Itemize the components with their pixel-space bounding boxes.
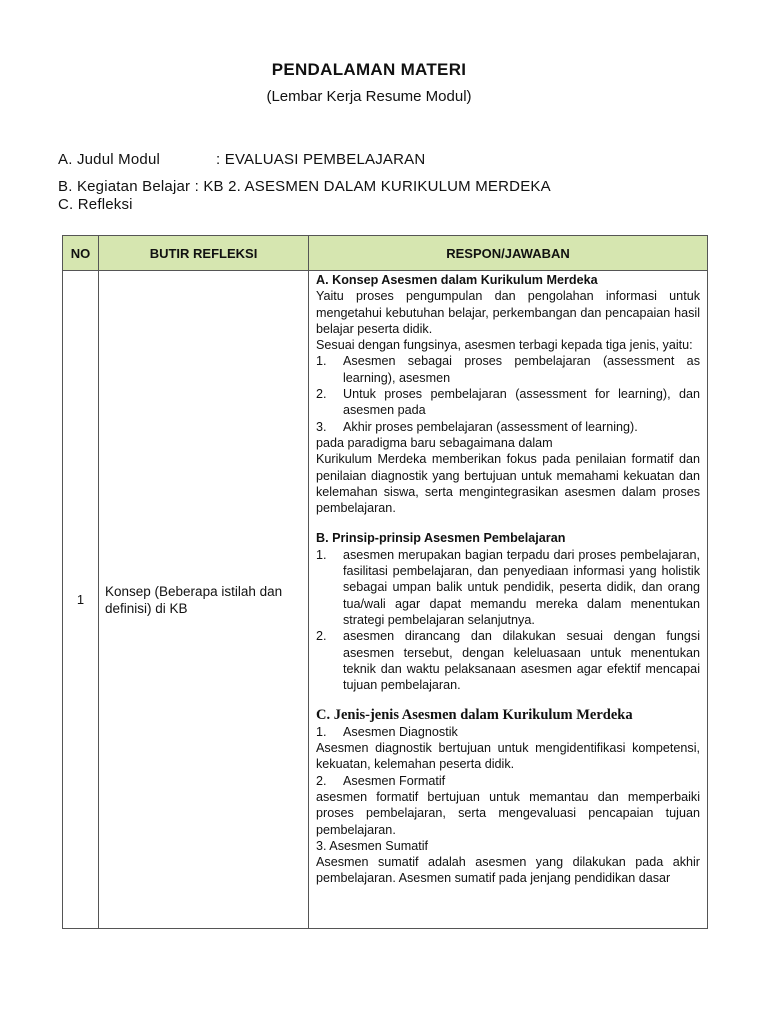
list-number: 1. [316,354,327,369]
section-c-heading: C. Jenis-jenis Asesmen dalam Kurikulum Merdeka [316,707,633,724]
list-text: asesmen merupakan bagian terpadu dari proses pembelajaran, fasilitasi pembelajaran, dan penyediaan informasi yang holistik sebagai umpan balik untuk pendidik, peserta didik, dan orang tua/wali agar dapat memandu mereka dalam menentukan strategi pembelajaran selanjutnya. [343,547,700,627]
list-number: 1. [316,724,327,739]
list-number: 1. [316,547,327,562]
list-item [316,628,700,693]
row-butir: Konsep (Beberapa istilah dan definisi) di KB [99,271,309,929]
learning-activity-label: B. Kegiatan Belajar [58,178,191,195]
list-item [316,353,700,386]
list-text: Asesmen Diagnostik [343,724,458,739]
section-b-list [316,547,700,694]
section-a-paragraph: pada paradigma baru sebagaimana dalam [316,435,553,450]
section-a-heading: A. Konsep Asesmen dalam Kurikulum Merdeka [316,273,598,287]
document-title: PENDALAMAN MATERI [271,60,467,79]
header-no: NO [63,236,99,271]
section-c-subheading: 3. Asesmen Sumatif [316,838,428,853]
section-a-paragraph: Yaitu proses pengumpulan dan pengolahan informasi untuk mengetahui kebutuhan belajar, perkembangan dan pencapaian hasil belajar peserta didik. [316,289,700,336]
list-text: asesmen dirancang dan dilakukan sesuai dengan fungsi asesmen tersebut, dengan keleluasaan untuk menentukan teknik dan waktu pelaksanaan asesmen agar efektif mencapai tujuan pembelajaran. [343,629,700,693]
list-item [316,386,700,419]
module-title-label: A. Judul Modul [58,151,161,168]
header-butir-refleksi: BUTIR REFLEKSI [99,236,309,271]
list-item [316,773,700,789]
row-number: 1 [63,271,99,929]
section-c-paragraph: Asesmen sumatif adalah asesmen yang dilakukan pada akhir pembelajaran. Asesmen sumatif pada jenjang pendidikan dasar [316,855,700,886]
document-subtitle: (Lembar Kerja Resume Modul) [266,88,472,105]
list-number: 2. [316,629,327,644]
section-b-heading: B. Prinsip-prinsip Asesmen Pembelajaran [316,531,566,546]
section-c-list [316,773,700,789]
section-a-list [316,353,700,434]
list-text: Asesmen sebagai proses pembelajaran (assessment as learning), asesmen [343,354,700,385]
list-item [316,724,700,740]
learning-activity-value: : KB 2. ASESMEN DALAM KURIKULUM MERDEKA [194,178,551,195]
section-a-paragraph: Kurikulum Merdeka memberikan fokus pada penilaian formatif dan penilaian diagnostik yang bertujuan untuk memahami kekuatan dan kelemahan siswa, serta mengintegrasikan asesmen dalam proses pembelajaran. [316,452,700,516]
header-respon-jawaban: RESPON/JAWABAN [309,236,708,271]
list-number: 2. [316,387,327,402]
learning-activity-row [58,178,551,195]
section-c-paragraph: Asesmen diagnostik bertujuan untuk mengidentifikasi kompetensi, kekuatan, kelemahan peserta didik. [316,741,700,772]
list-item [316,547,700,628]
list-text: Untuk proses pembelajaran (assessment for learning), dan asesmen pada [343,387,700,418]
section-c-list [316,724,700,740]
list-text: Akhir proses pembelajaran (assessment of learning). [343,419,638,434]
row-response [309,271,708,929]
reflection-table [62,235,708,929]
table-header-row [63,236,708,271]
module-title-value: : EVALUASI PEMBELAJARAN [216,151,426,168]
section-c-paragraph: asesmen formatif bertujuan untuk memantau dan memperbaiki proses pembelajaran, serta mengevaluasi pencapaian tujuan pembelajaran. [316,789,700,837]
list-item [316,419,700,435]
module-title-row [58,151,425,168]
section-a-paragraph: Sesuai dengan fungsinya, asesmen terbagi kepada tiga jenis, yaitu: [316,338,693,353]
list-number: 3. [316,419,327,434]
table-row [63,271,708,929]
reflection-label: C. Refleksi [58,196,133,213]
list-text: Asesmen Formatif [343,773,446,788]
list-number: 2. [316,773,327,788]
